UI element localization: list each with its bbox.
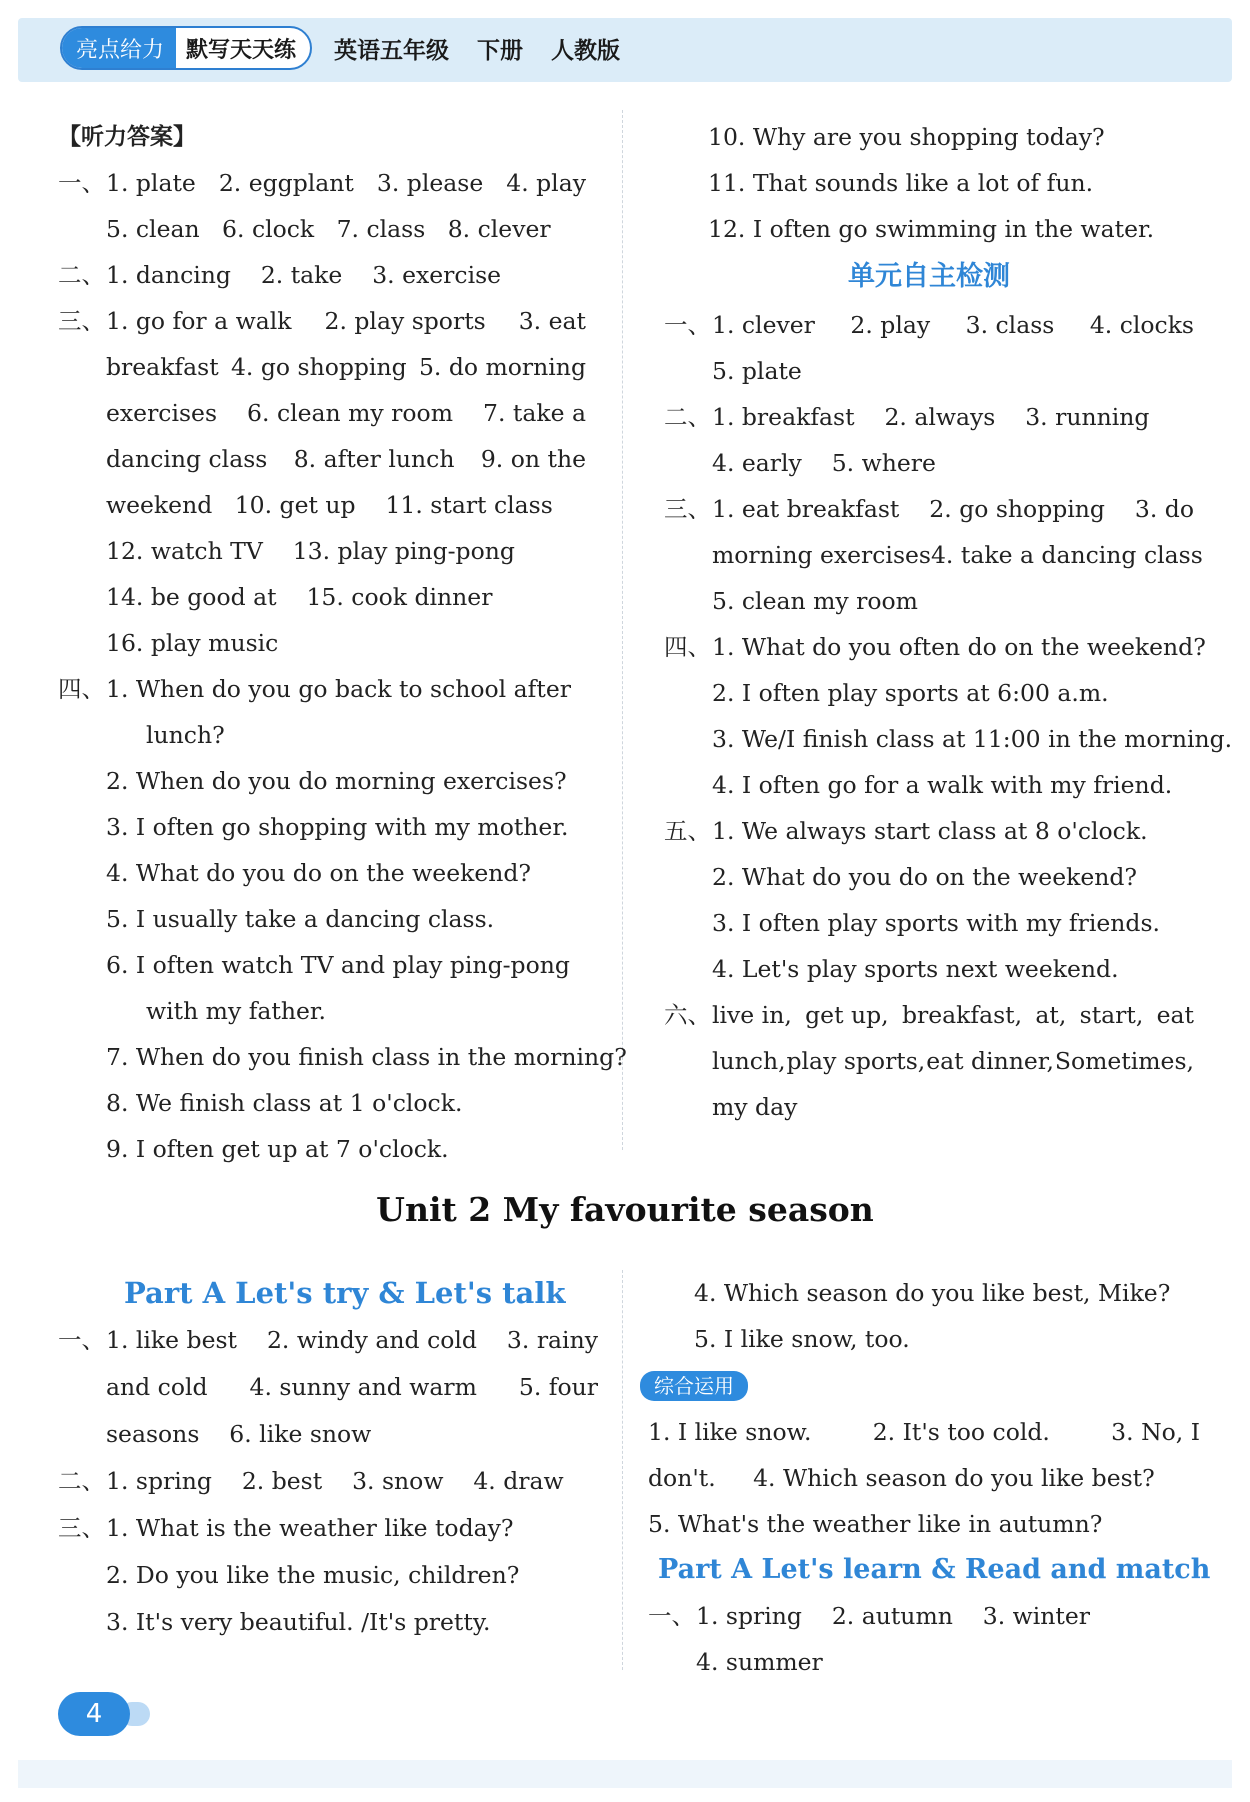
answer-item: 3. rainy <box>506 1326 598 1354</box>
answer-item: 5. clean <box>106 215 200 243</box>
column-divider-bottom <box>622 1270 623 1670</box>
subject-grade: 英语五年级 <box>334 37 450 64</box>
answer-line <box>58 574 586 620</box>
answer-item: 1. plate <box>106 169 196 197</box>
answer-line <box>664 808 1194 854</box>
answer-line: 3. It's very beautiful. /It's pretty. <box>106 1608 491 1636</box>
answer-line: 12. I often go swimming in the water. <box>708 215 1155 243</box>
answer-line: 4. I often go for a walk with my friend. <box>712 771 1173 799</box>
answer-line <box>58 252 586 298</box>
answer-line <box>58 206 586 252</box>
answer-item: 1. go for a walk <box>106 307 292 335</box>
answer-item: 2. eggplant <box>218 169 354 197</box>
answer-line: with my father. <box>146 997 327 1025</box>
answer-item: Sometimes, <box>1054 1047 1194 1075</box>
series-brand: 亮点给力 <box>62 28 176 68</box>
answer-item: breakfast <box>106 353 219 381</box>
answer-item: get up, <box>805 1001 889 1029</box>
answer-line <box>58 344 586 390</box>
answer-item: 1. like best <box>106 1326 237 1354</box>
unit-title: Unit 2 My favourite season <box>376 1190 874 1229</box>
answer-line <box>664 1038 1194 1084</box>
answer-line <box>58 1364 598 1411</box>
column-divider-top <box>622 110 623 1150</box>
answer-line: lunch? <box>146 721 225 749</box>
answer-line <box>664 624 1206 670</box>
answer-line: 9. I often get up at 7 o'clock. <box>106 1135 449 1163</box>
section-marker: 五、 <box>664 817 711 845</box>
answer-item: 7. class <box>336 215 426 243</box>
answer-item: don't. <box>648 1464 716 1492</box>
answer-line: 5. I like snow, too. <box>694 1325 910 1353</box>
answer-item: 1. dancing <box>106 261 231 289</box>
answer-item: 2. play <box>850 311 931 339</box>
answer-line <box>58 1317 598 1364</box>
answer-line: 8. We finish class at 1 o'clock. <box>106 1089 463 1117</box>
answer-item: start, <box>1079 1001 1144 1029</box>
answer-item: 4. take a dancing class <box>930 541 1203 569</box>
answer-item: 1. What is the weather like today? <box>106 1514 514 1542</box>
part-title: Part A Let's learn & Read and match <box>658 1554 1211 1585</box>
answer-item: 5. four <box>518 1373 598 1401</box>
page-header <box>60 26 620 70</box>
answer-line <box>664 440 1194 486</box>
answer-item: eat dinner, <box>926 1047 1054 1075</box>
answer-line <box>58 528 586 574</box>
answer-line <box>58 1458 598 1505</box>
answer-item: morning exercises <box>712 541 931 569</box>
section-marker: 一、 <box>648 1602 695 1630</box>
answer-line: 3. I often go shopping with my mother. <box>106 813 569 841</box>
answer-item: 15. cook dinner <box>306 583 493 611</box>
answer-item: 2. go shopping <box>929 495 1105 523</box>
section-marker: 六、 <box>664 1001 711 1029</box>
answer-item: 14. be good at <box>106 583 277 611</box>
answer-line: 6. I often watch TV and play ping-pong <box>106 951 570 979</box>
answer-item: exercises <box>106 399 218 427</box>
answer-line <box>58 666 586 712</box>
answer-line <box>58 436 586 482</box>
answer-item: 1. breakfast <box>712 403 855 431</box>
answer-item: weekend <box>106 491 213 519</box>
unit-test-heading: 单元自主检测 <box>848 261 1010 292</box>
unit-test-column <box>664 114 1233 1130</box>
answer-line <box>58 1411 598 1458</box>
answer-item: 4. go shopping <box>230 353 407 381</box>
answer-item: 1. eat breakfast <box>712 495 900 523</box>
section-marker: 三、 <box>58 307 105 335</box>
answer-item: 3. eat <box>518 307 586 335</box>
answer-item: and cold <box>106 1373 208 1401</box>
answer-item: 11. start class <box>385 491 553 519</box>
answer-line <box>640 1409 1200 1455</box>
answer-item: 13. play ping-pong <box>292 537 515 565</box>
answer-item: 5. do morning <box>418 353 586 381</box>
answer-line: 7. When do you finish class in the morning? <box>106 1043 627 1071</box>
answer-line <box>664 486 1194 532</box>
part-a-learn-column <box>640 1270 1211 1685</box>
comprehensive-badge: 综合运用 <box>640 1371 748 1401</box>
answer-line: 2. When do you do morning exercises? <box>106 767 567 795</box>
answer-item: 4. early <box>712 449 802 477</box>
answer-item: lunch, <box>712 1047 786 1075</box>
section-marker: 一、 <box>58 1326 105 1354</box>
answer-line: 5. I usually take a dancing class. <box>106 905 495 933</box>
section-marker: 一、 <box>664 311 711 339</box>
answer-item: live in, <box>712 1001 792 1029</box>
answer-item: 3. snow <box>352 1467 444 1495</box>
answer-item: 1. spring <box>696 1602 802 1630</box>
section-marker: 三、 <box>58 1514 105 1542</box>
listening-answers-column <box>58 114 627 1172</box>
section-marker: 四、 <box>664 633 711 661</box>
section-title: 【听力答案】 <box>58 124 196 150</box>
answer-item: 2. play sports <box>324 307 486 335</box>
answer-item: 16. play music <box>106 629 279 657</box>
answer-item: 2. It's too cold. <box>872 1418 1050 1446</box>
answer-item: 2. always <box>884 403 996 431</box>
answer-line: 5. plate <box>712 357 802 385</box>
answer-item: 6. like snow <box>229 1420 372 1448</box>
answer-line <box>58 1505 598 1552</box>
answer-item: 1. We always start class at 8 o'clock. <box>712 817 1148 845</box>
answer-line <box>664 394 1194 440</box>
answer-item: 2. autumn <box>831 1602 953 1630</box>
answer-item: 4. draw <box>473 1467 564 1495</box>
book-info <box>334 32 620 65</box>
answer-item: 5. where <box>831 449 936 477</box>
section-marker: 二、 <box>664 403 711 431</box>
answer-item: 6. clean my room <box>247 399 453 427</box>
answer-line: 4. summer <box>696 1648 823 1676</box>
answer-item: 3. exercise <box>372 261 502 289</box>
answer-item: 1. spring <box>106 1467 212 1495</box>
series-name: 默写天天练 <box>186 37 297 63</box>
answer-line: 3. We/I finish class at 11:00 in the morning. <box>712 725 1233 753</box>
answer-item: eat <box>1156 1001 1194 1029</box>
answer-item: 1. When do you go back to school after <box>106 675 571 703</box>
answer-item: 3. No, I <box>1111 1418 1200 1446</box>
answer-item: seasons <box>106 1420 200 1448</box>
answer-line <box>58 390 586 436</box>
answer-line <box>58 160 586 206</box>
part-title: Part A Let's try & Let's talk <box>124 1276 566 1310</box>
answer-line: 2. Do you like the music, children? <box>106 1561 520 1589</box>
answer-item: 1. I like snow. <box>648 1418 812 1446</box>
answer-item: 10. get up <box>234 491 356 519</box>
part-a-talk-column <box>58 1270 598 1646</box>
answer-line: 5. What's the weather like in autumn? <box>648 1510 1103 1538</box>
answer-item: 8. after lunch <box>293 445 455 473</box>
answer-item: 2. take <box>260 261 343 289</box>
answer-line: 11. That sounds like a lot of fun. <box>708 169 1094 197</box>
answer-item: 12. watch TV <box>106 537 263 565</box>
answer-line <box>640 1455 1200 1501</box>
publisher: 人教版 <box>551 37 621 64</box>
answer-item: 4. play <box>506 169 586 197</box>
bottom-band <box>18 1760 1232 1788</box>
answer-line: 4. Let's play sports next weekend. <box>712 955 1119 983</box>
answer-item: 1. clever <box>712 311 815 339</box>
answer-item: 2. windy and cold <box>266 1326 477 1354</box>
answer-item: 4. sunny and warm <box>249 1373 477 1401</box>
answer-line: 2. What do you do on the weekend? <box>712 863 1138 891</box>
answer-item: 3. winter <box>982 1602 1091 1630</box>
answer-line: 3. I often play sports with my friends. <box>712 909 1160 937</box>
answer-item: 3. do <box>1134 495 1194 523</box>
section-marker: 四、 <box>58 675 105 703</box>
answer-line <box>664 302 1194 348</box>
answer-item: 7. take a <box>483 399 586 427</box>
section-marker: 一、 <box>58 169 105 197</box>
answer-line: my day <box>712 1093 798 1121</box>
answer-line: 4. What do you do on the weekend? <box>106 859 532 887</box>
answer-item: at, <box>1035 1001 1067 1029</box>
answer-line: 10. Why are you shopping today? <box>708 123 1105 151</box>
answer-item: dancing class <box>106 445 268 473</box>
answer-item: 8. clever <box>447 215 551 243</box>
answer-item: 4. clocks <box>1089 311 1194 339</box>
answer-line <box>664 532 1203 578</box>
answer-item: play sports, <box>786 1047 926 1075</box>
answer-item: 4. Which season do you like best? <box>753 1464 1155 1492</box>
answer-item: 1. What do you often do on the weekend? <box>712 633 1206 661</box>
answer-item: 9. on the <box>480 445 586 473</box>
answer-line: 5. clean my room <box>712 587 918 615</box>
answer-item: breakfast, <box>901 1001 1023 1029</box>
answer-item: 3. please <box>376 169 484 197</box>
answer-item: 6. clock <box>222 215 315 243</box>
page-number: 4 <box>58 1692 130 1736</box>
answer-line <box>58 620 586 666</box>
answer-item: 3. running <box>1025 403 1150 431</box>
answer-line: 2. I often play sports at 6:00 a.m. <box>712 679 1109 707</box>
section-marker: 三、 <box>664 495 711 523</box>
answer-item: 3. class <box>965 311 1055 339</box>
answer-line <box>664 992 1194 1038</box>
section-marker: 二、 <box>58 1467 105 1495</box>
answer-line <box>58 298 586 344</box>
section-marker: 二、 <box>58 261 105 289</box>
volume: 下册 <box>477 37 524 64</box>
answer-item: 2. best <box>241 1467 323 1495</box>
answer-line: 4. Which season do you like best, Mike? <box>694 1279 1171 1307</box>
series-pill <box>60 26 312 70</box>
answer-line <box>58 482 586 528</box>
answer-line <box>640 1593 1200 1639</box>
